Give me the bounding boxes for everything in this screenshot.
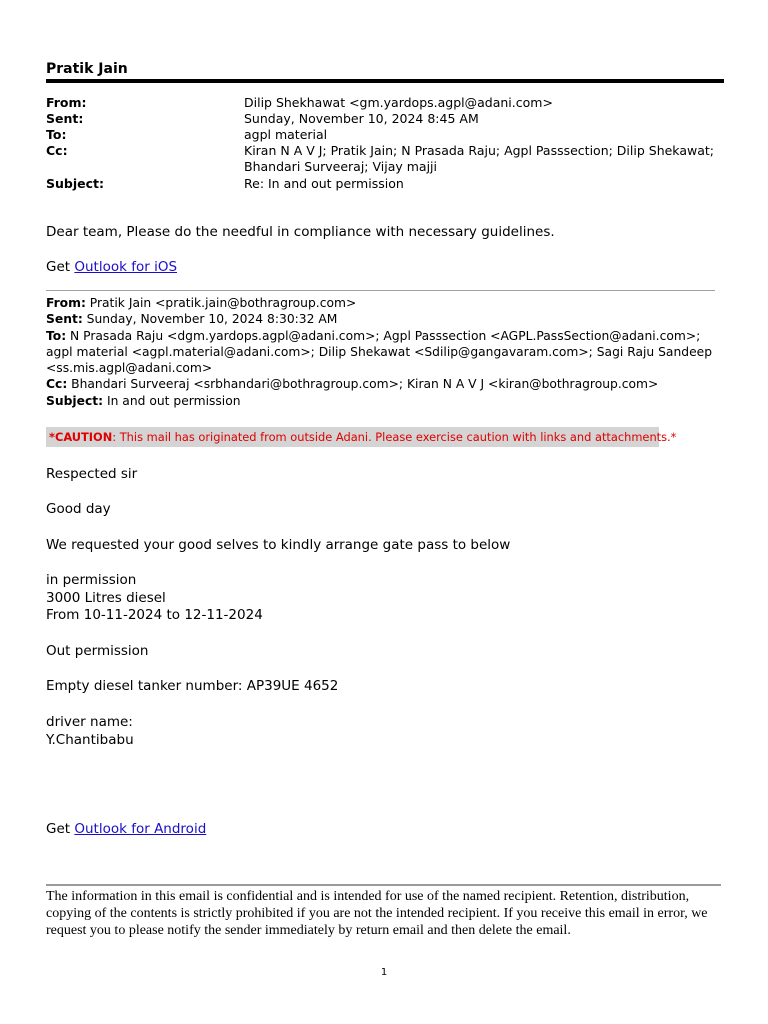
quoted-sent-value: Sunday, November 10, 2024 8:30:32 AM bbox=[82, 312, 338, 327]
letter-good-day: Good day bbox=[46, 501, 111, 517]
letter-greeting: Respected sir bbox=[46, 466, 138, 482]
header-sent-value: Sunday, November 10, 2024 8:45 AM bbox=[244, 111, 479, 126]
quoted-divider bbox=[46, 290, 715, 291]
quoted-to-label: To: bbox=[46, 328, 67, 343]
driver-label: driver name: bbox=[46, 714, 133, 730]
quoted-to-value: N Prasada Raju <dgm.yardops.agpl@adani.com>; Agpl Passsection <AGPL.PassSection@adani.com>; agpl material <agpl.material@adani.com>; Dilip Shekawat <Sdilip@gangavaram.com>; Sagi Raju Sandeep <ss.mis.agpl@adani.com> bbox=[46, 328, 713, 376]
page-number: 1 bbox=[380, 967, 388, 978]
header-subject-label: Subject: bbox=[46, 176, 104, 191]
quoted-sent-row bbox=[46, 311, 726, 327]
quoted-subject-label: Subject: bbox=[46, 393, 104, 408]
caution-label: *CAUTION bbox=[49, 430, 113, 444]
disclaimer-divider bbox=[46, 884, 721, 886]
tanker-number: Empty diesel tanker number: AP39UE 4652 bbox=[46, 678, 339, 694]
header-subject-value: Re: In and out permission bbox=[244, 176, 404, 191]
quoted-header bbox=[46, 295, 726, 409]
quoted-from-label: From: bbox=[46, 296, 86, 310]
quoted-cc-label: Cc: bbox=[46, 377, 68, 392]
header-to-label: To: bbox=[46, 127, 67, 142]
quoted-sent-label: Sent: bbox=[46, 312, 83, 327]
letter-request: We requested your good selves to kindly arrange gate pass to below bbox=[46, 537, 511, 553]
header-sent-label: Sent: bbox=[46, 111, 84, 126]
mailbox-owner-name: Pratik Jain bbox=[46, 61, 128, 77]
owner-divider bbox=[46, 79, 724, 83]
reply-get-prefix: Get bbox=[46, 259, 75, 275]
in-permission-heading: in permission bbox=[46, 572, 137, 588]
reply-message: Dear team, Please do the needful in compliance with necessary guidelines. bbox=[46, 224, 555, 240]
in-permission-dates: From 10-11-2024 to 12-11-2024 bbox=[46, 607, 263, 623]
header-to-value: agpl material bbox=[244, 127, 328, 142]
in-permission-quantity: 3000 Litres diesel bbox=[46, 590, 166, 606]
outlook-android-link[interactable]: Outlook for Android bbox=[74, 821, 207, 837]
header-cc-label: Cc: bbox=[46, 143, 68, 158]
letter-get-prefix: Get bbox=[46, 821, 75, 837]
quoted-to-row bbox=[46, 328, 726, 377]
confidentiality-disclaimer: The information in this email is confidential and is intended for use of the named recipient. Retention, distribution, copying of the contents is strictly prohibited if you are not the intended recipient. If you receive this email in error, we request you to please notify the sender immediately by return email and then delete the email. bbox=[46, 889, 708, 938]
quoted-from-value: Pratik Jain <pratik.jain@bothragroup.com> bbox=[85, 296, 357, 310]
quoted-subject-row bbox=[46, 393, 726, 409]
quoted-from-row bbox=[46, 295, 726, 311]
caution-text: : This mail has originated from outside Adani. Please exercise caution with links and attachments.* bbox=[112, 430, 677, 444]
outlook-ios-link[interactable]: Outlook for iOS bbox=[74, 259, 178, 275]
quoted-cc-value: Bhandari Surveeraj <srbhandari@bothragroup.com>; Kiran N A V J <kiran@bothragroup.com> bbox=[67, 377, 659, 392]
quoted-cc-row bbox=[46, 376, 726, 392]
out-permission-heading: Out permission bbox=[46, 643, 149, 659]
external-caution-banner bbox=[46, 427, 677, 447]
header-cc-value: Kiran N A V J; Pratik Jain; N Prasada Raju; Agpl Passsection; Dilip Shekawat; Bhandari Surveeraj; Vijay majji bbox=[244, 143, 714, 174]
quoted-subject-value: In and out permission bbox=[103, 393, 241, 408]
header-from-label: From: bbox=[46, 95, 87, 110]
reply-signature bbox=[46, 259, 177, 277]
driver-name: Y.Chantibabu bbox=[46, 732, 134, 748]
header-from-value: Dilip Shekhawat <gm.yardops.agpl@adani.com> bbox=[244, 95, 553, 110]
letter-signature bbox=[46, 821, 206, 839]
